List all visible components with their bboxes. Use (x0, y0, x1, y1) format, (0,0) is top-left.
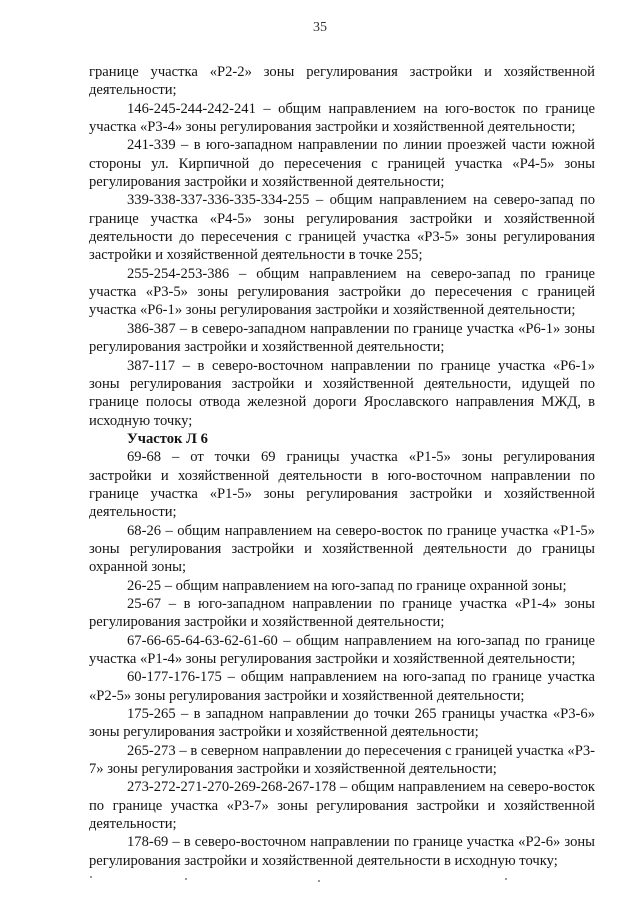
paragraph-boundary-segment: 25-67 – в юго-западном направлении по границе участка «Р1-4» зоны регулирования застройки и хозяйственной деятельности; (89, 595, 595, 631)
section-heading: Участок Л 6 (127, 430, 208, 447)
paragraph-boundary-segment: 255-254-253-386 – общим направлением на северо-запад по границе участка «Р3-5» зоны регулирования застройки до пересечения с границей участка «Р6-1» зоны регулирования застройки и хозяйственной деятельности; (89, 265, 595, 319)
paragraph-boundary-segment: 387-117 – в северо-восточном направлении по границе участка «Р6-1» зоны регулирования застройки и хозяйственной деятельности, идущей по границе полосы отвода железной дороги Ярославского направления МЖД, в исходную точку; (89, 357, 595, 429)
paragraph-boundary-segment: 339-338-337-336-335-334-255 – общим направлением на северо-запад по границе участка «Р4-5» зоны регулирования застройки и хозяйственной деятельности до пересечения с границей участка «Р3-5» зоны регулирования застройки и хозяйственной деятельности в точке 255; (89, 192, 595, 264)
paragraph-boundary-segment: 241-339 – в юго-западном направлении по линии проезжей части южной стороны ул. Кирпичной до пересечения с границей участка «Р4-5» зоны регулирования застройки и хозяйственной деятельности; (89, 137, 595, 191)
paragraph-boundary-segment: 26-25 – общим направлением на юго-запад по границе охранной зоны; (127, 577, 567, 594)
scan-speck (90, 876, 92, 878)
paragraph-boundary-segment: 265-273 – в северном направлении до пересечения с границей участка «Р3-7» зоны регулирования застройки и хозяйственной деятельности; (89, 742, 595, 778)
paragraph-continuation: границе участка «Р2-2» зоны регулирования застройки и хозяйственной деятельности; (89, 64, 595, 99)
paragraph-boundary-segment: 175-265 – в западном направлении до точки 265 границы участка «Р3-6» зоны регулирования застройки и хозяйственной деятельности; (89, 706, 595, 741)
page-number: 35 (313, 20, 327, 35)
scan-speck (185, 878, 187, 880)
paragraph-boundary-segment: 146-245-244-242-241 – общим направлением на юго-восток по границе участка «Р3-4» зоны регулирования застройки и хозяйственной деятельности; (89, 100, 595, 136)
paragraph-boundary-segment: 68-26 – общим направлением на северо-восток по границе участка «Р1-5» зоны регулирования застройки и хозяйственной деятельности до границы охранной зоны; (89, 522, 595, 576)
paragraph-boundary-segment: 69-68 – от точки 69 границы участка «Р1-5» зоны регулирования застройки и хозяйственной деятельности в юго-восточном направлении по границе участка «Р1-5» зоны регулирования застройки и хозяйственной деятельности; (89, 449, 595, 521)
paragraph-boundary-segment: 178-69 – в северо-восточном направлении по границе участка «Р2-6» зоны регулирования застройки и хозяйственной деятельности в исходную точку; (89, 834, 595, 869)
document-body (89, 63, 595, 870)
paragraph-boundary-segment: 273-272-271-270-269-268-267-178 – общим направлением на северо-восток по границе участка «Р3-7» зоны регулирования застройки и хозяйственной деятельности; (89, 779, 595, 833)
paragraph-boundary-segment: 67-66-65-64-63-62-61-60 – общим направлением на юго-запад по границе участка «Р1-4» зоны регулирования застройки и хозяйственной деятельности; (89, 632, 595, 667)
paragraph-boundary-segment: 60-177-176-175 – общим направлением на юго-запад по границе участка «Р2-5» зоны регулирования застройки и хозяйственной деятельности; (89, 669, 595, 704)
scan-speck (318, 880, 320, 882)
scan-speck (505, 878, 507, 880)
paragraph-boundary-segment: 386-387 – в северо-западном направлении по границе участка «Р6-1» зоны регулирования застройки и хозяйственной деятельности; (89, 320, 595, 356)
